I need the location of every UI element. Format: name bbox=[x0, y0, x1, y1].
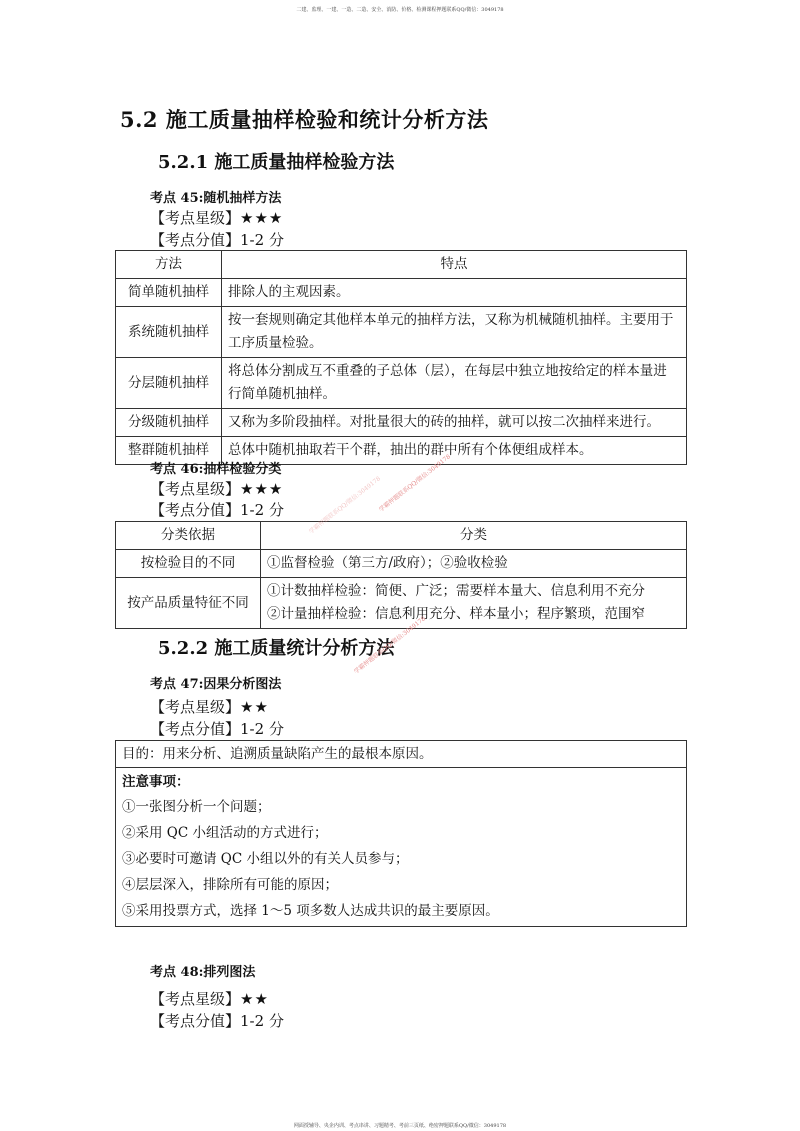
table-row bbox=[116, 307, 687, 358]
score-label: 【考点分值】 bbox=[150, 720, 241, 738]
page-header-note: 二建、监理、一建、一造、二造、安全、消防、价格、检测课程押题联系QQ/微信：3049178 bbox=[296, 7, 504, 13]
method-cell: 简单随机抽样 bbox=[116, 279, 222, 307]
category-cell: ①监督检验（第三方/政府）；②验收检验 bbox=[261, 550, 687, 578]
level-label: 【考点星级】 bbox=[150, 698, 241, 716]
score-value: 1-2 分 bbox=[240, 720, 284, 738]
star-rating: ★★★ bbox=[240, 480, 284, 498]
purpose-text: 目的：用来分析、追溯质量缺陷产生的最根本原因。 bbox=[116, 741, 686, 768]
feature-cell: 总体中随机抽取若干个群，抽出的群中所有个体便组成样本。 bbox=[222, 437, 687, 465]
note-item: ④层层深入，排除所有可能的原因； bbox=[122, 877, 338, 893]
note-item: ③必要时可邀请 QC 小组以外的有关人员参与； bbox=[122, 851, 409, 867]
category-cell bbox=[261, 578, 687, 629]
basis-cell: 按检验目的不同 bbox=[116, 550, 261, 578]
table-row bbox=[116, 409, 687, 437]
table-header: 方法 bbox=[116, 251, 222, 279]
note-item: ⑤采用投票方式，选择 1～5 项多数人达成共识的最主要原因。 bbox=[122, 903, 499, 919]
kp47-level bbox=[150, 696, 269, 717]
subsection-title-5-2-1: 5.2.1 施工质量抽样检验方法 bbox=[158, 152, 395, 173]
table-header: 分类 bbox=[261, 522, 687, 550]
feature-cell: 排除人的主观因素。 bbox=[222, 279, 687, 307]
kp45-score bbox=[150, 229, 284, 250]
subsection-title-5-2-2: 5.2.2 施工质量统计分析方法 bbox=[158, 638, 395, 659]
note-item: ①一张图分析一个问题； bbox=[122, 799, 271, 815]
notes-title: 注意事项： bbox=[122, 774, 190, 790]
method-cell: 分层随机抽样 bbox=[116, 358, 222, 409]
star-rating: ★★★ bbox=[240, 209, 284, 227]
score-value: 1-2 分 bbox=[240, 231, 284, 249]
watermark: 学霸押题联系QQ/微信:3049178 bbox=[352, 615, 427, 676]
method-cell: 整群随机抽样 bbox=[116, 437, 222, 465]
score-label: 【考点分值】 bbox=[150, 1012, 241, 1030]
table-row bbox=[116, 279, 687, 307]
table-header-row bbox=[116, 522, 687, 550]
kp47-title: 考点 47:因果分析图法 bbox=[150, 677, 282, 692]
feature-cell: 将总体分割成互不重叠的子总体（层），在每层中独立地按给定的样本量进行简单随机抽样。 bbox=[222, 358, 687, 409]
kp45-title: 考点 45:随机抽样方法 bbox=[150, 191, 282, 206]
star-rating: ★★ bbox=[240, 990, 269, 1008]
score-value: 1-2 分 bbox=[240, 1012, 284, 1030]
score-value: 1-2 分 bbox=[240, 501, 284, 519]
score-label: 【考点分值】 bbox=[150, 501, 241, 519]
table-header: 分类依据 bbox=[116, 522, 261, 550]
table-row bbox=[116, 550, 687, 578]
feature-cell: 按一套规则确定其他样本单元的抽样方法，又称为机械随机抽样。主要用于工序质量检验。 bbox=[222, 307, 687, 358]
section-title: 5.2 施工质量抽样检验和统计分析方法 bbox=[120, 107, 489, 132]
cause-effect-notes-box bbox=[115, 740, 687, 927]
kp48-level bbox=[150, 988, 269, 1009]
page-footer-note: 网面授辅导、央企内训、考点串讲、习题精考、考前三页纸、绝密押题联系QQ/微信：3049178 bbox=[293, 1123, 507, 1129]
basis-cell: 按产品质量特征不同 bbox=[116, 578, 261, 629]
category-line: ②计量抽样检验：信息利用充分、样本量小；程序繁琐，范围窄 bbox=[267, 606, 645, 622]
table-header-row bbox=[116, 251, 687, 279]
kp47-score bbox=[150, 718, 284, 739]
sampling-classification-table bbox=[115, 521, 687, 629]
star-rating: ★★ bbox=[240, 698, 269, 716]
table-header: 特点 bbox=[222, 251, 687, 279]
notes-section bbox=[116, 768, 686, 926]
score-label: 【考点分值】 bbox=[150, 231, 241, 249]
kp45-level bbox=[150, 207, 283, 228]
feature-cell: 又称为多阶段抽样。对批量很大的砖的抽样，就可以按二次抽样来进行。 bbox=[222, 409, 687, 437]
kp46-level bbox=[150, 478, 283, 499]
note-item: ②采用 QC 小组活动的方式进行； bbox=[122, 825, 328, 841]
kp48-score bbox=[150, 1010, 284, 1031]
watermark: 学霸押题联系QQ/微信:3049178 bbox=[377, 453, 452, 514]
table-row bbox=[116, 578, 687, 629]
level-label: 【考点星级】 bbox=[150, 209, 241, 227]
sampling-methods-table bbox=[115, 250, 687, 465]
category-line: ①计数抽样检验：简便、广泛；需要样本量大、信息利用不充分 bbox=[267, 583, 645, 599]
watermark: 学霸押题联系QQ/微信:3049178 bbox=[307, 475, 382, 536]
kp46-score bbox=[150, 499, 284, 520]
level-label: 【考点星级】 bbox=[150, 990, 241, 1008]
kp48-title: 考点 48:排列图法 bbox=[150, 965, 256, 980]
method-cell: 系统随机抽样 bbox=[116, 307, 222, 358]
level-label: 【考点星级】 bbox=[150, 480, 241, 498]
table-row bbox=[116, 358, 687, 409]
method-cell: 分级随机抽样 bbox=[116, 409, 222, 437]
kp46-title: 考点 46:抽样检验分类 bbox=[150, 462, 282, 477]
